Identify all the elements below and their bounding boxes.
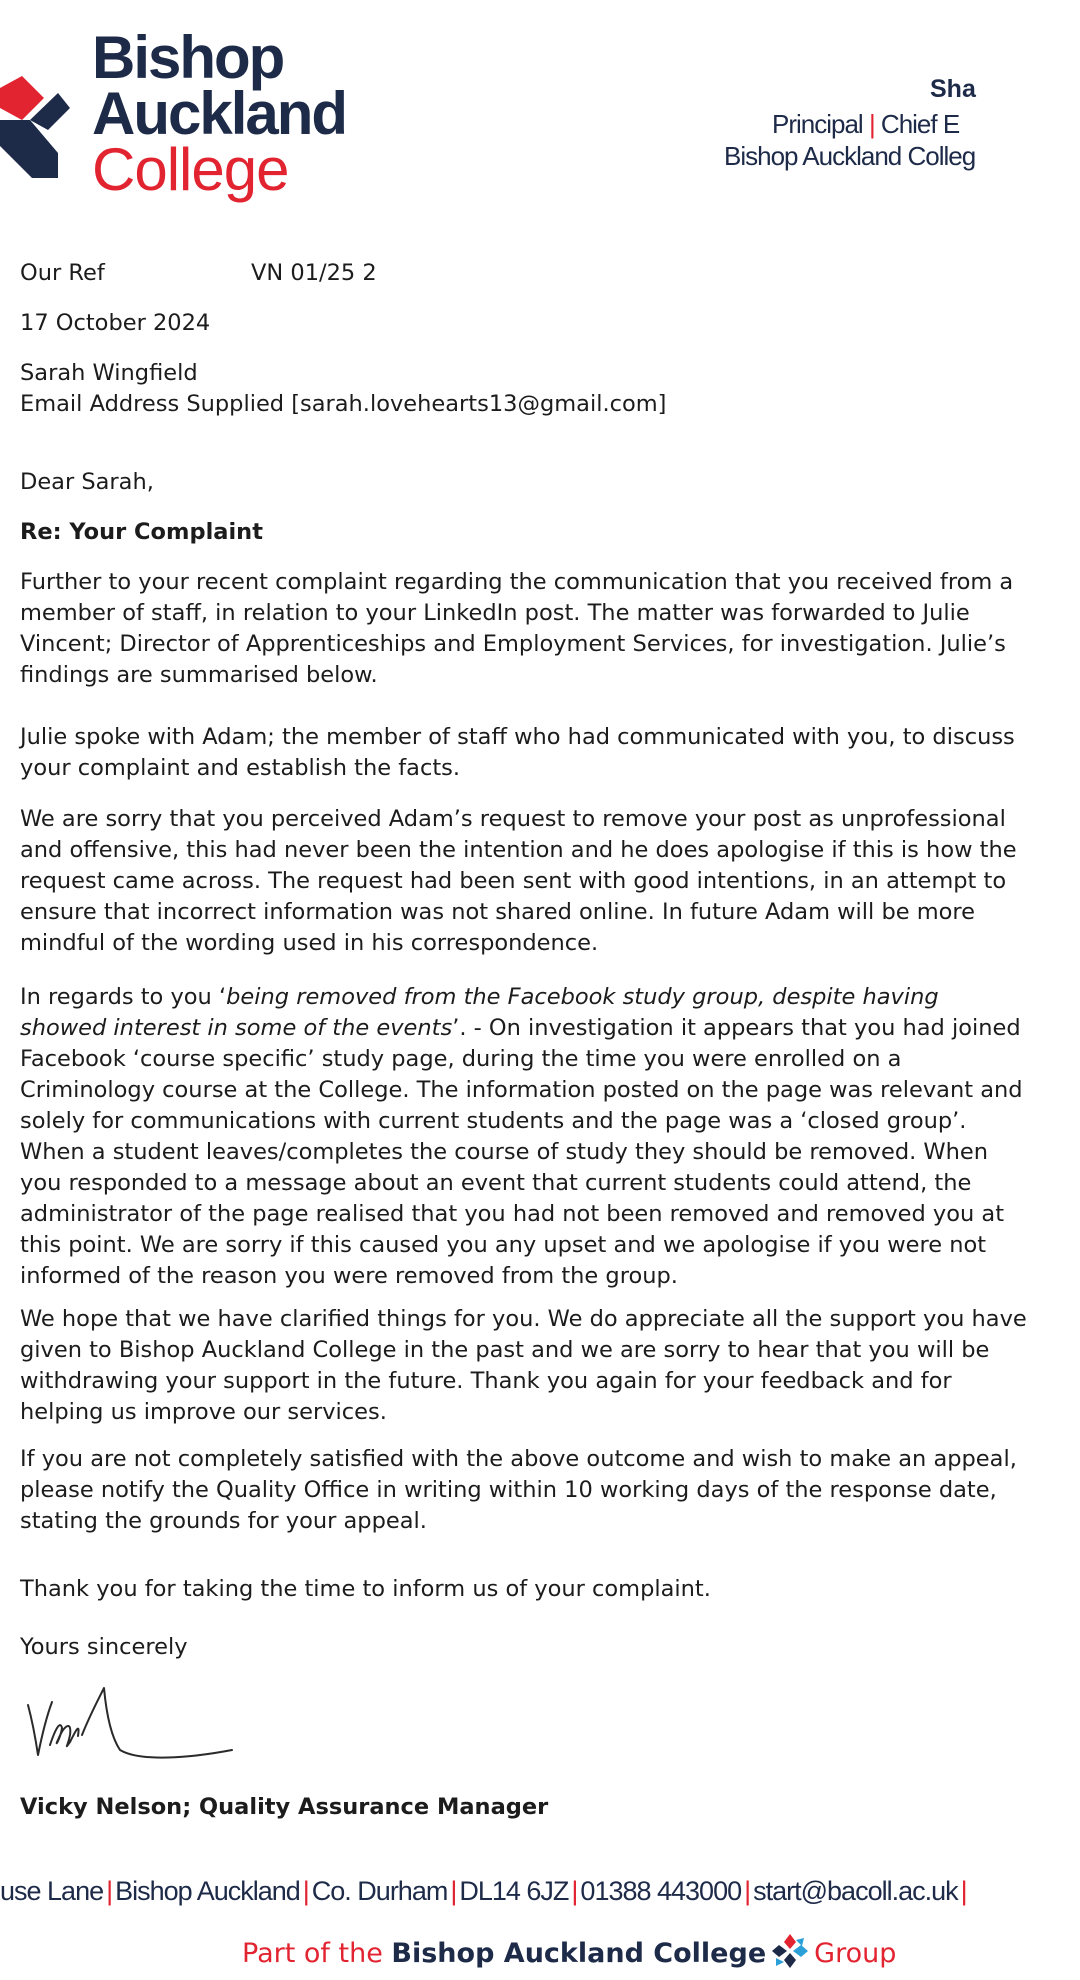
group-prefix: Part of the	[242, 1938, 383, 1969]
address-email[interactable]: start@bacoll.ac.uk	[753, 1876, 958, 1906]
paragraph-line: findings are summarised below.	[20, 662, 378, 688]
separator: |	[571, 1876, 578, 1906]
group-logo-icon	[770, 1932, 810, 1970]
paragraph-line: please notify the Quality Office in writing within 10 working days of the response date,	[20, 1477, 997, 1503]
paragraph-line: Facebook ‘course specific’ study page, during the time you were enrolled on a	[20, 1046, 902, 1072]
logo-wordmark	[92, 24, 347, 203]
sender-role	[720, 108, 1080, 140]
paragraph-1	[20, 567, 1080, 691]
subject-line: Re: Your Complaint	[20, 519, 263, 545]
sender-role-part1: Principal	[772, 109, 863, 139]
paragraph-line: and offensive, this had never been the intention and he does apologise if this is how the	[20, 837, 1017, 863]
p4-text-a: In regards to you ‘	[20, 984, 227, 1010]
paragraph-line: Vincent; Director of Apprenticeships and Employment Services, for investigation. Julie’s	[20, 631, 1006, 657]
p4-quote-a: being removed from the Facebook study group, despite having	[226, 984, 939, 1010]
paragraph-line: If you are not completely satisfied with the above outcome and wish to make an appeal,	[20, 1446, 1017, 1472]
address-phone: 01388 443000	[580, 1876, 742, 1906]
paragraph-line: stating the grounds for your appeal.	[20, 1508, 427, 1534]
p4-quote-b: showed interest in some of the events	[20, 1015, 453, 1041]
signatory-name: Vicky Nelson; Quality Assurance Manager	[20, 1794, 549, 1820]
paragraph-line: withdrawing your support in the future. Thank you again for your feedback and for	[20, 1368, 952, 1394]
paragraph-line: Further to your recent complaint regarding the communication that you received from a	[20, 569, 1014, 595]
closing: Yours sincerely	[20, 1634, 188, 1660]
separator: |	[862, 109, 881, 139]
ref-label: Our Ref	[20, 260, 105, 286]
paragraph-line: Julie spoke with Adam; the member of staff who had communicated with you, to discuss	[20, 724, 1015, 750]
address-town: Bishop Auckland	[115, 1876, 300, 1906]
group-suffix: Group	[814, 1938, 897, 1969]
paragraph-line: member of staff, in relation to your LinkedIn post. The matter was forwarded to Julie	[20, 600, 970, 626]
logo-mark-icon	[0, 58, 70, 178]
paragraph-line: When a student leaves/completes the course of study they should be removed. When	[20, 1139, 989, 1165]
address-county: Co. Durham	[311, 1876, 448, 1906]
sender-block	[720, 70, 1080, 172]
paragraph-7: Thank you for taking the time to inform us of your complaint.	[20, 1576, 711, 1602]
paragraph-line: helping us improve our services.	[20, 1399, 387, 1425]
paragraph-line: ensure that incorrect information was not shared online. In future Adam will be more	[20, 899, 976, 925]
college-logo	[0, 24, 380, 215]
recipient-email: Email Address Supplied [sarah.lovehearts13@gmail.com]	[20, 391, 667, 417]
paragraph-2	[20, 722, 1080, 784]
sender-name: Sha	[930, 75, 976, 103]
paragraph-5	[20, 1304, 1080, 1428]
paragraph-line	[20, 982, 1080, 1013]
separator: |	[744, 1876, 751, 1906]
p4-text-b: ’. - On investigation it appears that you had joined	[452, 1015, 1021, 1041]
sender-org: Bishop Auckland Colleg	[724, 141, 976, 171]
logo-line-3: College	[92, 136, 289, 203]
paragraph-line: We hope that we have clarified things for you. We do appreciate all the support you have	[20, 1306, 1027, 1332]
logo-line-1: Bishop	[92, 24, 284, 91]
paragraph-line: this point. We are sorry if this caused you any upset and we apologise if you were not	[20, 1232, 987, 1258]
salutation: Dear Sarah,	[20, 469, 154, 495]
ref-value: VN 01/25 2	[251, 260, 377, 286]
separator: |	[450, 1876, 457, 1906]
paragraph-line: mindful of the wording used in his correspondence.	[20, 930, 599, 956]
group-name: Bishop Auckland College	[391, 1938, 767, 1969]
paragraph-line	[20, 1013, 1080, 1044]
signature-image	[20, 1680, 280, 1770]
separator: |	[302, 1876, 309, 1906]
paragraph-4	[20, 982, 1080, 1292]
paragraph-line: solely for communications with current students and the page was a ‘closed group’.	[20, 1108, 967, 1134]
separator: |	[960, 1876, 967, 1906]
recipient-name: Sarah Wingfield	[20, 360, 198, 386]
paragraph-line: We are sorry that you perceived Adam’s request to remove your post as unprofessional	[20, 806, 1006, 832]
paragraph-line: your complaint and establish the facts.	[20, 755, 461, 781]
separator: |	[106, 1876, 113, 1906]
paragraph-line: given to Bishop Auckland College in the past and we are sorry to hear that you will be	[20, 1337, 990, 1363]
letter-date: 17 October 2024	[20, 310, 211, 336]
paragraph-line: administrator of the page realised that you had not been removed and removed you at	[20, 1201, 1005, 1227]
address-street: use Lane	[0, 1876, 104, 1906]
paragraph-6	[20, 1444, 1080, 1537]
reference-row	[20, 258, 377, 289]
sender-role-part2: Chief E	[880, 109, 960, 139]
paragraph-line: you responded to a message about an event that current students could attend, the	[20, 1170, 972, 1196]
logo-line-2: Auckland	[92, 80, 347, 147]
paragraph-3	[20, 804, 1080, 959]
address-postcode: DL14 6JZ	[459, 1876, 569, 1906]
paragraph-line: informed of the reason you were removed from the group.	[20, 1263, 678, 1289]
paragraph-line: request came across. The request had been sent with good intentions, in an attempt to	[20, 868, 1007, 894]
footer-address	[0, 1876, 1080, 1907]
paragraph-line: Criminology course at the College. The information posted on the page was relevant and	[20, 1077, 1023, 1103]
footer-group-line	[242, 1932, 896, 1970]
